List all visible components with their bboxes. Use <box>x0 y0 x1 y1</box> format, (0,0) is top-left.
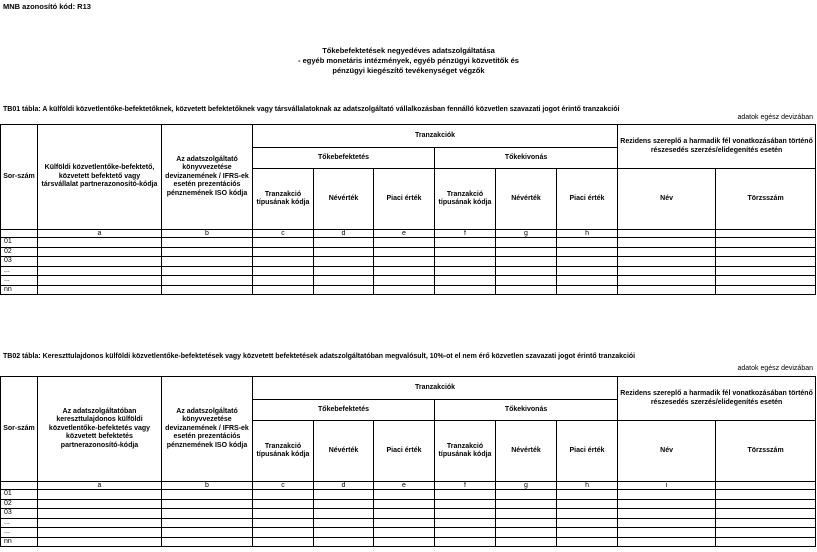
cell[interactable] <box>162 537 253 547</box>
table-row <box>1 537 816 547</box>
page-code: MNB azonosító kód: R13 <box>3 2 91 11</box>
col-letter: c <box>253 482 314 490</box>
row-number: nn <box>1 537 38 547</box>
cell[interactable] <box>162 276 253 286</box>
cell[interactable] <box>557 528 618 538</box>
col-letter: f <box>435 230 496 238</box>
cell[interactable] <box>38 528 162 538</box>
header-sorszam: Sor-szám <box>1 377 38 482</box>
col-letter: a <box>38 230 162 238</box>
header-resident: Rezidens szereplő a harmadik fél vonatkozásában történő részesedés szerzés/elidegenítés esetén <box>618 125 816 169</box>
col-letter: b <box>162 230 253 238</box>
tb02-table <box>0 376 816 547</box>
header-capital-investment: Tőkebefektetés <box>253 400 435 421</box>
cell[interactable] <box>435 509 496 519</box>
cell[interactable] <box>38 276 162 286</box>
header-capital-withdrawal: Tőkekivonás <box>435 400 618 421</box>
col-letter: a <box>38 482 162 490</box>
cell[interactable] <box>557 285 618 295</box>
row-number: ... <box>1 518 38 528</box>
cell[interactable] <box>314 528 374 538</box>
header-capital-withdrawal: Tőkekivonás <box>435 148 618 169</box>
col-letter: i <box>618 482 716 490</box>
cell[interactable] <box>253 499 314 509</box>
header-wd-type: Tranzakció típusának kódja <box>435 169 496 230</box>
cell[interactable] <box>435 537 496 547</box>
header-reg-number: Törzsszám <box>716 169 816 230</box>
cell[interactable] <box>716 509 816 519</box>
row-number: 01 <box>1 238 38 248</box>
cell[interactable] <box>38 266 162 276</box>
cell[interactable] <box>374 509 435 519</box>
header-partner-code: Külföldi közvetlentőke-befektető, közvetett befektető vagy társvállalat partnerazonosító-kódja <box>38 125 162 230</box>
cell[interactable] <box>162 509 253 519</box>
cell[interactable] <box>557 490 618 500</box>
cell[interactable] <box>314 509 374 519</box>
cell[interactable] <box>314 266 374 276</box>
cell[interactable] <box>38 490 162 500</box>
row-number: ... <box>1 276 38 286</box>
col-letter: e <box>374 482 435 490</box>
cell[interactable] <box>557 518 618 528</box>
cell[interactable] <box>435 238 496 248</box>
cell[interactable] <box>618 518 716 528</box>
cell[interactable] <box>618 537 716 547</box>
cell[interactable] <box>38 257 162 267</box>
cell[interactable] <box>496 537 557 547</box>
cell[interactable] <box>253 266 314 276</box>
cell[interactable] <box>716 490 816 500</box>
header-currency-code: Az adatszolgáltató könyvvezetése devizanemének / IFRS-ek esetén prezentációs pénznemének ISO kódja <box>162 377 253 482</box>
col-letter: f <box>435 482 496 490</box>
cell[interactable] <box>618 266 716 276</box>
cell[interactable] <box>496 247 557 257</box>
cell[interactable] <box>38 518 162 528</box>
cell[interactable] <box>314 490 374 500</box>
cell[interactable] <box>374 499 435 509</box>
document-title <box>0 46 817 76</box>
header-inv-nominal: Névérték <box>314 169 374 230</box>
cell[interactable] <box>374 537 435 547</box>
cell[interactable] <box>162 266 253 276</box>
cell[interactable] <box>435 266 496 276</box>
col-letter: d <box>314 482 374 490</box>
title-line-3: pénzügyi kiegészítő tevékenységet végzők <box>332 66 485 75</box>
cell[interactable] <box>374 247 435 257</box>
col-letter <box>618 230 716 238</box>
cell[interactable] <box>374 266 435 276</box>
cell[interactable] <box>314 537 374 547</box>
cell[interactable] <box>618 276 716 286</box>
header-inv-market: Piaci érték <box>374 421 435 482</box>
header-reg-number: Törzsszám <box>716 421 816 482</box>
header-transactions: Tranzakciók <box>253 125 618 148</box>
cell[interactable] <box>314 499 374 509</box>
cell[interactable] <box>557 537 618 547</box>
cell[interactable] <box>253 518 314 528</box>
column-letter-row <box>1 230 816 238</box>
cell[interactable] <box>38 238 162 248</box>
cell[interactable] <box>253 528 314 538</box>
cell[interactable] <box>716 247 816 257</box>
cell[interactable] <box>496 518 557 528</box>
cell[interactable] <box>314 276 374 286</box>
col-letter <box>1 482 38 490</box>
cell[interactable] <box>557 509 618 519</box>
cell[interactable] <box>162 247 253 257</box>
cell[interactable] <box>618 247 716 257</box>
cell[interactable] <box>618 499 716 509</box>
table-row <box>1 528 816 538</box>
cell[interactable] <box>435 285 496 295</box>
cell[interactable] <box>496 528 557 538</box>
tb01-unit-note: adatok egész devizában <box>737 114 813 121</box>
cell[interactable] <box>435 518 496 528</box>
cell[interactable] <box>618 238 716 248</box>
cell[interactable] <box>162 518 253 528</box>
table-row <box>1 276 816 286</box>
cell[interactable] <box>253 257 314 267</box>
tb02-unit-note: adatok egész devizában <box>737 365 813 372</box>
cell[interactable] <box>162 490 253 500</box>
cell[interactable] <box>253 509 314 519</box>
row-number: 03 <box>1 257 38 267</box>
cell[interactable] <box>618 490 716 500</box>
column-letter-row <box>1 482 816 490</box>
cell[interactable] <box>557 238 618 248</box>
table-row <box>1 257 816 267</box>
row-number: 02 <box>1 499 38 509</box>
col-letter: g <box>496 230 557 238</box>
col-letter: c <box>253 230 314 238</box>
cell[interactable] <box>253 238 314 248</box>
cell[interactable] <box>314 285 374 295</box>
cell[interactable] <box>557 276 618 286</box>
cell[interactable] <box>253 285 314 295</box>
header-partner-code: Az adatszolgáltatóban kereszttulajdonos külföldi közvetlentőke-befektetés vagy közvetett befektetés partnerazonosító-kódja <box>38 377 162 482</box>
cell[interactable] <box>435 257 496 267</box>
cell[interactable] <box>38 499 162 509</box>
cell[interactable] <box>435 528 496 538</box>
cell[interactable] <box>716 499 816 509</box>
header-inv-type: Tranzakció típusának kódja <box>253 169 314 230</box>
cell[interactable] <box>374 490 435 500</box>
col-letter <box>716 482 816 490</box>
cell[interactable] <box>716 518 816 528</box>
cell[interactable] <box>557 247 618 257</box>
cell[interactable] <box>716 537 816 547</box>
col-letter <box>716 230 816 238</box>
cell[interactable] <box>38 285 162 295</box>
cell[interactable] <box>253 537 314 547</box>
row-number: nn <box>1 285 38 295</box>
header-sorszam: Sor-szám <box>1 125 38 230</box>
cell[interactable] <box>496 509 557 519</box>
table-row <box>1 285 816 295</box>
cell[interactable] <box>716 257 816 267</box>
header-capital-investment: Tőkebefektetés <box>253 148 435 169</box>
table-row <box>1 509 816 519</box>
cell[interactable] <box>716 276 816 286</box>
cell[interactable] <box>716 285 816 295</box>
header-currency-code: Az adatszolgáltató könyvvezetése devizanemének / IFRS-ek esetén prezentációs pénznemének ISO kódja <box>162 125 253 230</box>
table-row <box>1 238 816 248</box>
row-number: 03 <box>1 509 38 519</box>
header-wd-nominal: Névérték <box>496 169 557 230</box>
header-name: Név <box>618 169 716 230</box>
cell[interactable] <box>374 257 435 267</box>
cell[interactable] <box>162 238 253 248</box>
col-letter: d <box>314 230 374 238</box>
col-letter: h <box>557 482 618 490</box>
table-row <box>1 266 816 276</box>
cell[interactable] <box>557 499 618 509</box>
cell[interactable] <box>435 276 496 286</box>
row-number: 02 <box>1 247 38 257</box>
cell[interactable] <box>38 247 162 257</box>
cell[interactable] <box>374 285 435 295</box>
tb01-caption: TB01 tábla: A külföldi közvetlentőke-befektetőknek, közvetett befektetőknek vagy társvállalatoknak az adatszolgáltató vállalkozásban fennálló közvetlen szavazati jogot érintő tranzakciói <box>3 106 620 113</box>
cell[interactable] <box>618 285 716 295</box>
table-row <box>1 499 816 509</box>
cell[interactable] <box>496 257 557 267</box>
col-letter: h <box>557 230 618 238</box>
tb01-table <box>0 124 816 295</box>
title-line-2: - egyéb monetáris intézmények, egyéb pénzügyi közvetítők és <box>298 56 519 65</box>
header-wd-market: Piaci érték <box>557 421 618 482</box>
cell[interactable] <box>716 238 816 248</box>
cell[interactable] <box>496 490 557 500</box>
cell[interactable] <box>253 247 314 257</box>
header-resident: Rezidens szereplő a harmadik fél vonatkozásában történő részesedés szerzés/elidegenítés esetén <box>618 377 816 421</box>
header-name: Név <box>618 421 716 482</box>
cell[interactable] <box>38 509 162 519</box>
cell[interactable] <box>314 257 374 267</box>
header-inv-market: Piaci érték <box>374 169 435 230</box>
row-number: ... <box>1 266 38 276</box>
cell[interactable] <box>496 266 557 276</box>
cell[interactable] <box>618 509 716 519</box>
col-letter: e <box>374 230 435 238</box>
cell[interactable] <box>716 528 816 538</box>
cell[interactable] <box>162 528 253 538</box>
row-number: ... <box>1 528 38 538</box>
cell[interactable] <box>716 266 816 276</box>
col-letter: b <box>162 482 253 490</box>
table-row <box>1 490 816 500</box>
cell[interactable] <box>314 238 374 248</box>
cell[interactable] <box>618 257 716 267</box>
cell[interactable] <box>253 490 314 500</box>
table-row <box>1 518 816 528</box>
header-wd-type: Tranzakció típusának kódja <box>435 421 496 482</box>
cell[interactable] <box>496 499 557 509</box>
title-line-1: Tőkebefektetések negyedéves adatszolgáltatása <box>322 46 495 55</box>
cell[interactable] <box>374 518 435 528</box>
cell[interactable] <box>374 276 435 286</box>
cell[interactable] <box>496 285 557 295</box>
cell[interactable] <box>253 276 314 286</box>
cell[interactable] <box>38 537 162 547</box>
cell[interactable] <box>496 276 557 286</box>
cell[interactable] <box>314 518 374 528</box>
table-row <box>1 247 816 257</box>
row-number: 01 <box>1 490 38 500</box>
cell[interactable] <box>557 257 618 267</box>
col-letter <box>1 230 38 238</box>
header-inv-type: Tranzakció típusának kódja <box>253 421 314 482</box>
tb02-caption: TB02 tábla: Kereszttulajdonos külföldi közvetlentőke-befektetések vagy közvetett befektetések adatszolgáltatóban megvalósult, 10%-ot el nem érő közvetlen szavazati jogot érintő tranzakciói <box>3 353 636 360</box>
cell[interactable] <box>435 247 496 257</box>
cell[interactable] <box>162 257 253 267</box>
cell[interactable] <box>374 238 435 248</box>
cell[interactable] <box>162 285 253 295</box>
cell[interactable] <box>496 238 557 248</box>
header-wd-nominal: Névérték <box>496 421 557 482</box>
cell[interactable] <box>557 266 618 276</box>
cell[interactable] <box>435 499 496 509</box>
cell[interactable] <box>435 490 496 500</box>
cell[interactable] <box>618 528 716 538</box>
cell[interactable] <box>374 528 435 538</box>
header-inv-nominal: Névérték <box>314 421 374 482</box>
header-wd-market: Piaci érték <box>557 169 618 230</box>
col-letter: g <box>496 482 557 490</box>
cell[interactable] <box>314 247 374 257</box>
header-transactions: Tranzakciók <box>253 377 618 400</box>
cell[interactable] <box>162 499 253 509</box>
